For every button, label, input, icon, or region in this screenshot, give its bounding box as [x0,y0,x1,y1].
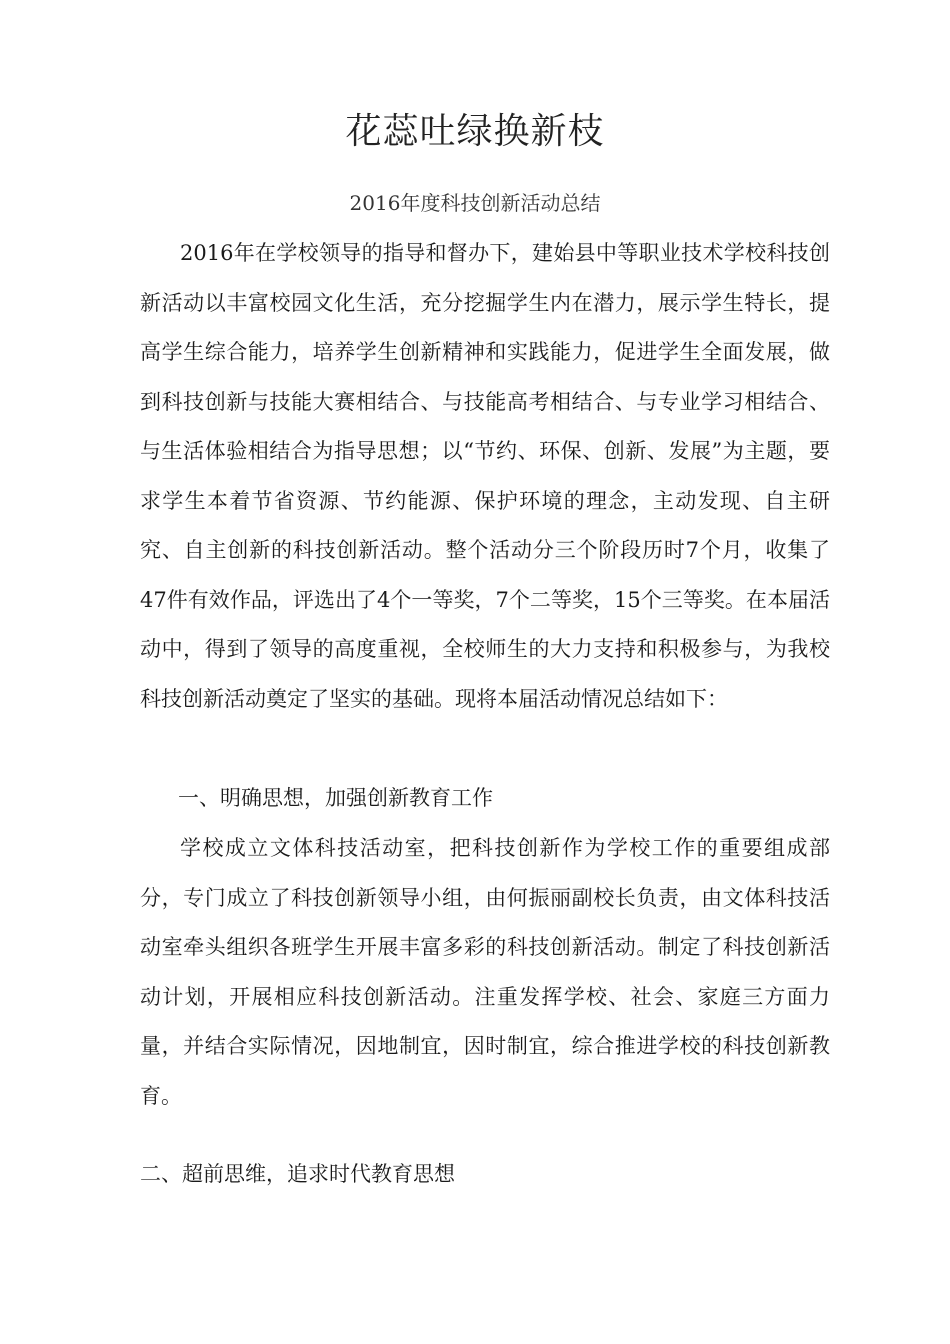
paragraph-intro: 2016年在学校领导的指导和督办下，建始县中等职业技术学校科技创新活动以丰富校园文化生活，充分挖掘学生内在潜力，展示学生特长，提高学生综合能力，培养学生创新精神和实践能力，促进学生全面发展，做到科技创新与技能大赛相结合、与技能高考相结合、与专业学习相结合、与生活体验相结合为指导思想；以“节约、环保、创新、发展”为主题，要求学生本着节省资源、节约能源、保护环境的理念，主动发现、自主研究、自主创新的科技创新活动。整个活动分三个阶段历时7个月，收集了47件有效作品，评选出了4个一等奖，7个二等奖，15个三等奖。在本届活动中，得到了领导的高度重视，全校师生的大力支持和积极参与，为我校科技创新活动奠定了坚实的基础。现将本届活动情况总结如下： [140,241,830,711]
document-subtitle: 2016年度科技创新活动总结 [349,191,601,215]
document-title: 花蕊吐绿换新枝 [345,111,605,152]
section-heading-1: 一、明确思想，加强创新教育工作 [178,786,493,810]
paragraph-section-1: 学校成立文体科技活动室，把科技创新作为学校工作的重要组成部分，专门成立了科技创新领导小组，由何振丽副校长负责，由文体科技活动室牵头组织各班学生开展丰富多彩的科技创新活动。制定了科技创新活动计划，开展相应科技创新活动。注重发挥学校、社会、家庭三方面力量，并结合实际情况，因地制宜，因时制宜，综合推进学校的科技创新教育。 [140,836,830,1108]
section-heading-2: 二、超前思维，追求时代教育思想 [140,1162,455,1186]
